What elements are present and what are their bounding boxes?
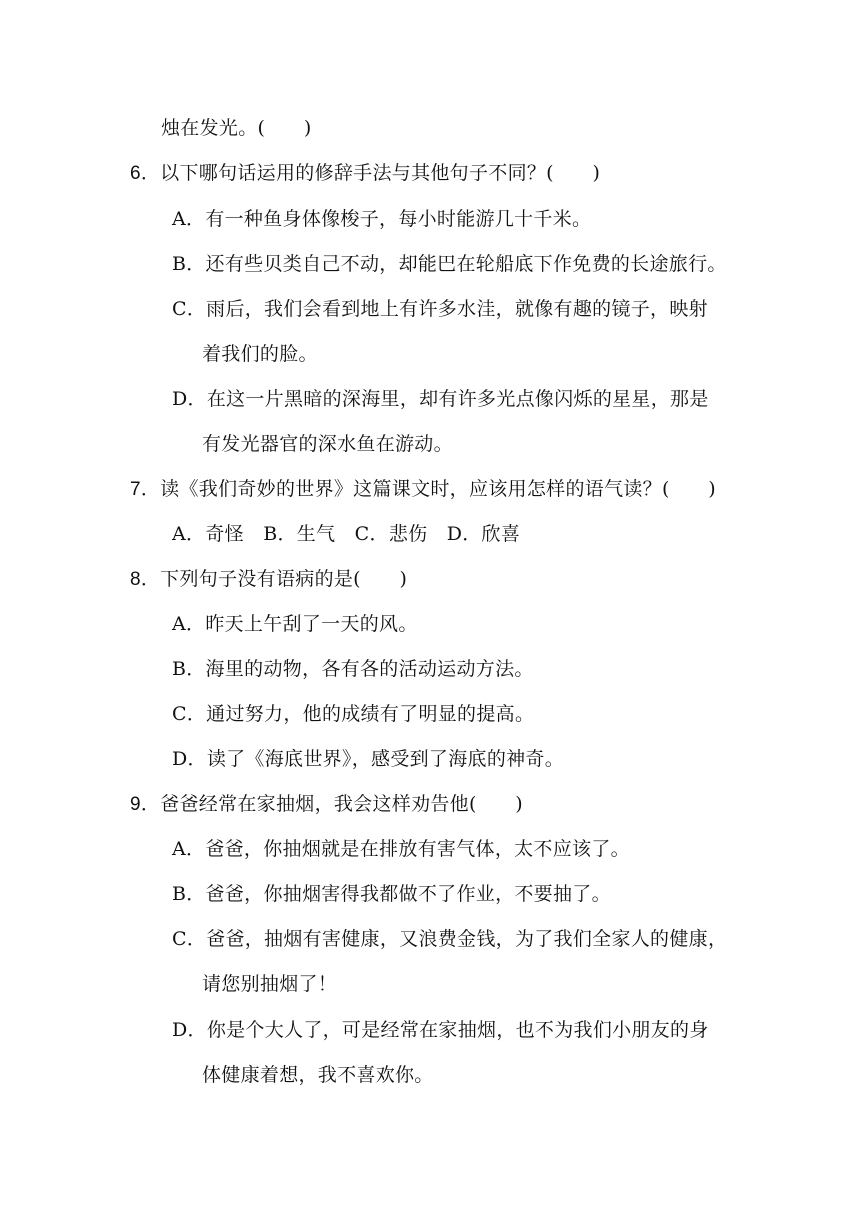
q6-option-d: D．在这一片黑暗的深海里，却有许多光点像闪烁的星星，那是 xyxy=(172,388,709,410)
question-6 xyxy=(130,160,600,187)
q9-option-d: D．你是个大人了，可是经常在家抽烟，也不为我们小朋友的身 xyxy=(172,1019,709,1041)
q7-options: A．奇怪 B．生气 C．悲伤 D．欣喜 xyxy=(172,523,521,545)
question-9 xyxy=(130,791,523,818)
question-number: 7． xyxy=(130,479,161,500)
q6-option-d-continued: 有发光器官的深水鱼在游动。 xyxy=(202,433,453,455)
question-number: 8． xyxy=(130,569,161,590)
question-stem: 下列句子没有语病的是( ) xyxy=(160,568,408,590)
question-stem: 爸爸经常在家抽烟，我会这样劝告他( ) xyxy=(160,793,523,815)
q9-option-c: C．爸爸，抽烟有害健康，又浪费金钱，为了我们全家人的健康， xyxy=(172,928,728,950)
question-stem: 读《我们奇妙的世界》这篇课文时，应该用怎样的语气读？( ) xyxy=(160,478,716,500)
question-number: 6． xyxy=(130,163,161,184)
question-number: 9． xyxy=(130,794,161,815)
q6-option-b: B．还有些贝类自己不动，却能巴在轮船底下作免费的长途旅行。 xyxy=(172,253,727,275)
q9-option-c-continued: 请您别抽烟了！ xyxy=(202,973,338,995)
q9-option-d-continued: 体健康着想，我不喜欢你。 xyxy=(202,1064,434,1086)
question-stem: 以下哪句话运用的修辞手法与其他句子不同？( ) xyxy=(160,162,601,184)
q8-option-a: A．昨天上午刮了一天的风。 xyxy=(172,613,418,635)
q8-option-b: B．海里的动物，各有各的活动运动方法。 xyxy=(172,658,534,680)
q8-option-c: C．通过努力，他的成绩有了明显的提高。 xyxy=(172,703,535,725)
q6-option-a: A．有一种鱼身体像梭子，每小时能游几十千米。 xyxy=(172,208,592,230)
q6-option-c-continued: 着我们的脸。 xyxy=(202,343,318,365)
q8-option-d: D．读了《海底世界》，感受到了海底的神奇。 xyxy=(172,748,565,770)
continuation-text: 烛在发光。( ) xyxy=(161,117,312,139)
question-7 xyxy=(130,476,716,503)
question-8 xyxy=(130,566,407,593)
q9-option-b: B．爸爸，你抽烟害得我都做不了作业，不要抽了。 xyxy=(172,883,611,905)
q9-option-a: A．爸爸，你抽烟就是在排放有害气体，太不应该了。 xyxy=(172,838,630,860)
q6-option-c: C．雨后，我们会看到地上有许多水洼，就像有趣的镜子，映射 xyxy=(172,298,708,320)
